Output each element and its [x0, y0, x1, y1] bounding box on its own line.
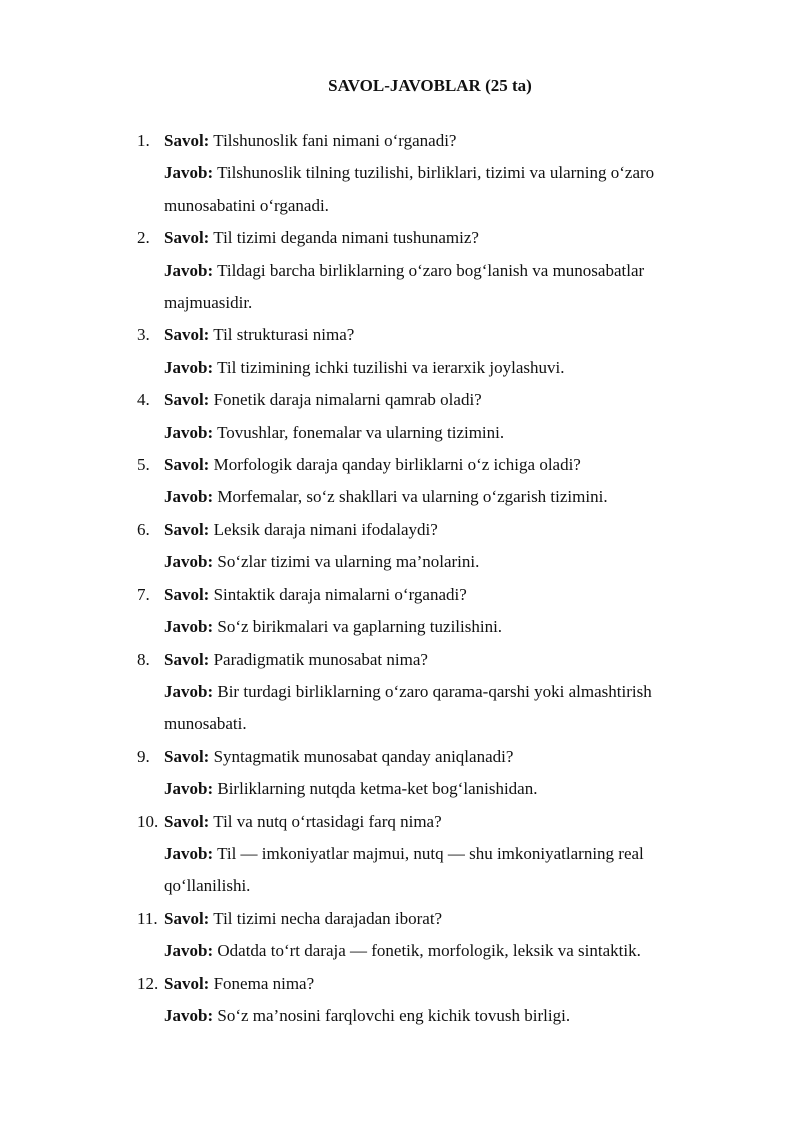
answer-line	[164, 417, 717, 449]
list-item	[137, 806, 717, 903]
question-line	[164, 125, 717, 157]
list-item	[137, 968, 717, 1033]
item-number: 2.	[137, 228, 150, 248]
question-label: Savol:	[164, 584, 210, 604]
answer-label: Javob:	[164, 163, 214, 183]
list-item	[137, 319, 717, 384]
list-item	[137, 125, 717, 222]
answer-line	[164, 773, 717, 805]
question-label: Savol:	[164, 746, 210, 766]
question-label: Savol:	[164, 519, 210, 539]
answer-text: So‘z birikmalari va gaplarning tuzilishini.	[217, 617, 503, 637]
answer-line	[164, 611, 717, 643]
answer-label: Javob:	[164, 357, 214, 377]
answer-line	[164, 676, 717, 741]
question-line	[164, 514, 717, 546]
list-item	[137, 644, 717, 741]
item-number: 5.	[137, 455, 150, 475]
item-number: 8.	[137, 649, 150, 669]
answer-line	[164, 935, 717, 967]
answer-text: Til — imkoniyatlar majmui, nutq — shu imkoniyatlarning real qo‘llanilishi.	[164, 843, 644, 896]
answer-label: Javob:	[164, 1005, 214, 1025]
answer-text: Tildagi barcha birliklarning o‘zaro bog‘lanish va munosabatlar majmuasidir.	[164, 260, 645, 313]
list-item	[137, 514, 717, 579]
list-item	[137, 903, 717, 968]
answer-text: Til tizimining ichki tuzilishi va ierarxik joylashuvi.	[217, 357, 565, 377]
question-label: Savol:	[164, 228, 210, 248]
answer-text: Morfemalar, so‘z shakllari va ularning o‘zgarish tizimini.	[217, 487, 608, 507]
question-label: Savol:	[164, 325, 210, 345]
list-item	[137, 741, 717, 806]
question-line	[164, 579, 717, 611]
question-text: Fonetik daraja nimalarni qamrab oladi?	[213, 390, 482, 410]
answer-text: So‘z ma’nosini farqlovchi eng kichik tovush birligi.	[217, 1005, 571, 1025]
question-text: Syntagmatik munosabat qanday aniqlanadi?	[213, 746, 514, 766]
answer-label: Javob:	[164, 487, 214, 507]
question-text: Til tizimi necha darajadan iborat?	[213, 908, 443, 928]
answer-line	[164, 546, 717, 578]
question-text: Til strukturasi nima?	[213, 325, 355, 345]
item-number: 1.	[137, 131, 150, 150]
question-text: Fonema nima?	[213, 973, 315, 993]
item-number: 7.	[137, 584, 150, 604]
answer-label: Javob:	[164, 617, 214, 637]
qa-list	[137, 125, 717, 1032]
answer-line	[164, 157, 717, 222]
question-text: Sintaktik daraja nimalarni o‘rganadi?	[213, 584, 467, 604]
question-line	[164, 449, 717, 481]
question-line	[164, 319, 717, 351]
answer-label: Javob:	[164, 260, 214, 280]
question-line	[164, 222, 717, 254]
question-line	[164, 384, 717, 416]
question-line	[164, 644, 717, 676]
answer-label: Javob:	[164, 779, 214, 799]
question-label: Savol:	[164, 908, 210, 928]
item-number: 12.	[137, 973, 159, 993]
item-number: 6.	[137, 519, 150, 539]
question-label: Savol:	[164, 455, 210, 475]
question-line	[164, 806, 717, 838]
answer-line	[164, 1000, 717, 1032]
question-text: Tilshunoslik fani nimani o‘rganadi?	[213, 131, 457, 150]
list-item	[137, 384, 717, 449]
question-label: Savol:	[164, 811, 210, 831]
answer-label: Javob:	[164, 941, 214, 961]
question-text: Leksik daraja nimani ifodalaydi?	[213, 519, 438, 539]
answer-line	[164, 838, 717, 903]
item-number: 4.	[137, 390, 150, 410]
question-label: Savol:	[164, 649, 210, 669]
question-label: Savol:	[164, 131, 210, 150]
question-line	[164, 968, 717, 1000]
question-text: Morfologik daraja qanday birliklarni o‘z ichiga oladi?	[213, 455, 581, 475]
item-number: 9.	[137, 746, 150, 766]
question-label: Savol:	[164, 973, 210, 993]
list-item	[137, 449, 717, 514]
list-item	[137, 222, 717, 319]
question-line	[164, 741, 717, 773]
question-text: Til va nutq o‘rtasidagi farq nima?	[213, 811, 442, 831]
answer-text: So‘zlar tizimi va ularning ma’nolarini.	[217, 552, 480, 572]
answer-line	[164, 352, 717, 384]
question-text: Paradigmatik munosabat nima?	[213, 649, 428, 669]
answer-line	[164, 255, 717, 320]
answer-label: Javob:	[164, 681, 214, 701]
answer-line	[164, 481, 717, 513]
item-number: 10.	[137, 811, 159, 831]
list-item	[137, 579, 717, 644]
question-label: Savol:	[164, 390, 210, 410]
question-text: Til tizimi deganda nimani tushunamiz?	[213, 228, 479, 248]
answer-text: Birliklarning nutqda ketma-ket bog‘lanishidan.	[217, 779, 538, 799]
answer-label: Javob:	[164, 843, 214, 863]
answer-label: Javob:	[164, 422, 214, 442]
answer-text: Tovushlar, fonemalar va ularning tizimini.	[217, 422, 505, 442]
answer-text: Tilshunoslik tilning tuzilishi, birliklari, tizimi va ularning o‘zaro munosabatini o‘rganadi.	[164, 163, 655, 215]
answer-text: Bir turdagi birliklarning o‘zaro qarama-qarshi yoki almashtirish munosabati.	[164, 681, 652, 734]
answer-label: Javob:	[164, 552, 214, 572]
item-number: 11.	[137, 908, 158, 928]
answer-text: Odatda to‘rt daraja — fonetik, morfologik, leksik va sintaktik.	[217, 941, 641, 961]
question-line	[164, 903, 717, 935]
page-title: SAVOL-JAVOBLAR (25 ta)	[328, 76, 532, 95]
item-number: 3.	[137, 325, 150, 345]
